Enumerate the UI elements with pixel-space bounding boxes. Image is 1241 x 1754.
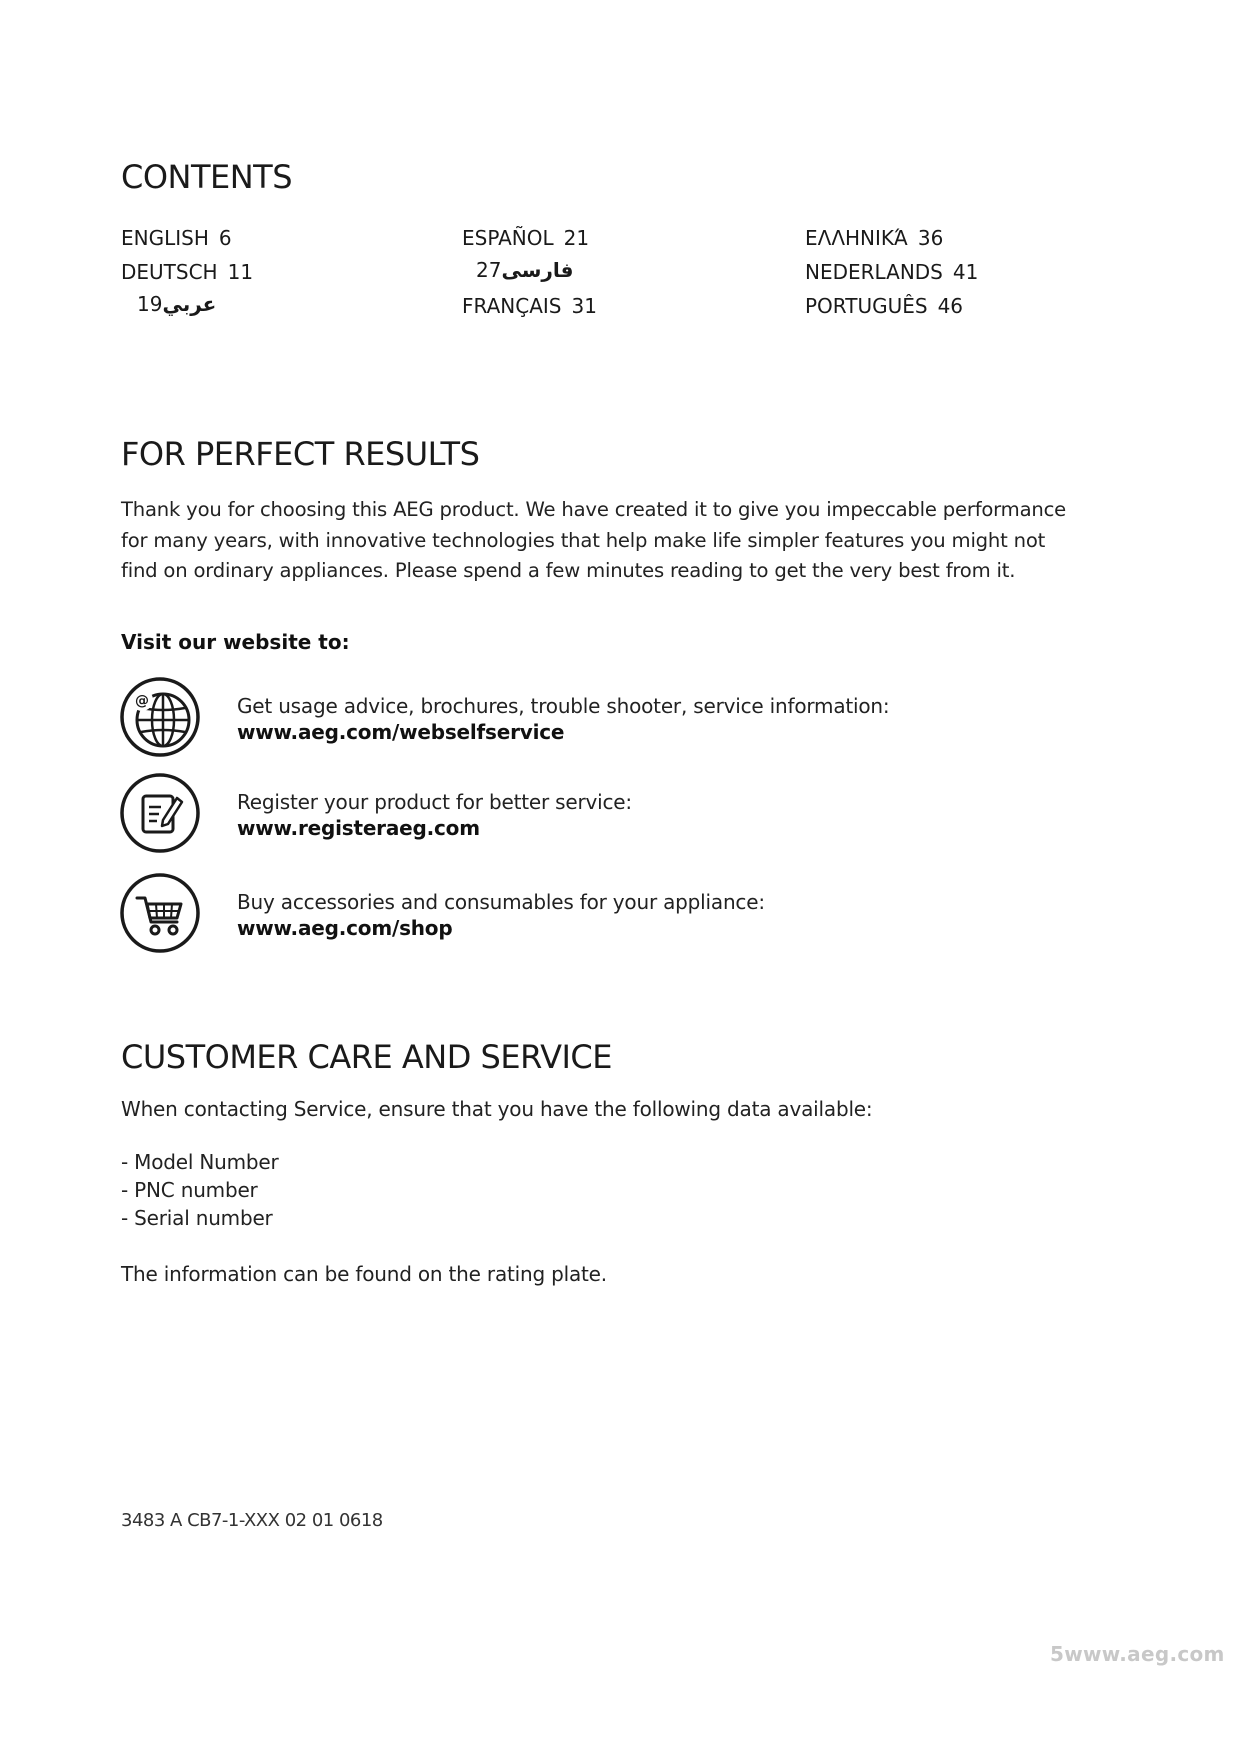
webselfservice-link[interactable]: www.aeg.com/webselfservice [237, 720, 565, 744]
website-item-description: Buy accessories and consumables for your appliance: [237, 890, 765, 914]
toc-label: ESPAÑOL [462, 226, 554, 250]
toc-label: FRANÇAIS [462, 294, 562, 318]
toc-page-number: 21 [563, 226, 590, 250]
list-item: - Serial number [121, 1206, 273, 1230]
shop-link[interactable]: www.aeg.com/shop [237, 916, 453, 940]
toc-entry-arabic[interactable] [121, 292, 216, 316]
toc-label: ΕΛΛΗΝΙΚΆ [805, 226, 908, 250]
toc-label: فارسی [501, 258, 574, 282]
toc-page-number: 11 [227, 260, 254, 284]
toc-page-number: 46 [937, 294, 964, 318]
website-item-register [119, 772, 1019, 854]
toc-label: NEDERLANDS [805, 260, 943, 284]
website-item-text [237, 789, 632, 841]
perfect-results-title: FOR PERFECT RESULTS [121, 435, 480, 473]
toc-page-number: 31 [571, 294, 597, 318]
contents-title: CONTENTS [121, 158, 293, 196]
document-code: 3483 A CB7-1-XXX 02 01 0618 [121, 1510, 383, 1531]
toc-entry-farsi[interactable] [462, 258, 573, 282]
website-item-description: Get usage advice, brochures, trouble shooter, service information: [237, 694, 890, 718]
toc-page-number: 19 [137, 292, 163, 316]
toc-entry-nederlands[interactable] [805, 260, 978, 284]
visit-website-heading: Visit our website to: [121, 630, 350, 654]
toc-page-number: 41 [952, 260, 979, 284]
website-item-description: Register your product for better service: [237, 790, 632, 814]
website-item-webselfservice [119, 676, 1019, 758]
rating-plate-note: The information can be found on the rating plate. [121, 1262, 607, 1286]
toc-entry-ellinika[interactable] [805, 226, 943, 250]
perfect-results-intro: Thank you for choosing this AEG product. We have created it to give you impeccable performance for many years, with innovative technologies that help make life simpler features you might not find on ordinary appliances. Please spend a few minutes reading to get the very best from it. [121, 498, 1067, 582]
website-item-text [237, 889, 765, 941]
toc-page-number: 27 [476, 258, 502, 282]
register-link[interactable]: www.registeraeg.com [237, 816, 480, 840]
required-data-list [121, 1148, 279, 1232]
toc-label: ENGLISH [121, 226, 209, 250]
toc-page-number: 36 [917, 226, 944, 250]
toc-page-number: 6 [218, 226, 232, 250]
register-document-icon [119, 772, 201, 854]
customer-care-intro: When contacting Service, ensure that you have the following data available: [121, 1097, 873, 1121]
website-item-shop [119, 872, 1019, 954]
toc-label: عربي [162, 292, 217, 316]
toc-entry-deutsch[interactable] [121, 260, 253, 284]
contents-table [121, 226, 1021, 326]
svg-text:@: @ [135, 693, 149, 709]
toc-label: PORTUGUÊS [805, 294, 928, 318]
toc-label: DEUTSCH [121, 260, 218, 284]
toc-entry-portugues[interactable] [805, 294, 963, 318]
toc-entry-english[interactable] [121, 226, 232, 250]
list-item: - Model Number [121, 1150, 279, 1174]
toc-entry-francais[interactable] [462, 294, 597, 318]
website-item-text [237, 693, 889, 745]
website-watermark: 5www.aeg.com [1050, 1642, 1225, 1666]
shopping-cart-icon [119, 872, 201, 954]
globe-icon [119, 676, 201, 758]
list-item: - PNC number [121, 1178, 258, 1202]
customer-care-title: CUSTOMER CARE AND SERVICE [121, 1038, 612, 1076]
toc-entry-espanol[interactable] [462, 226, 589, 250]
